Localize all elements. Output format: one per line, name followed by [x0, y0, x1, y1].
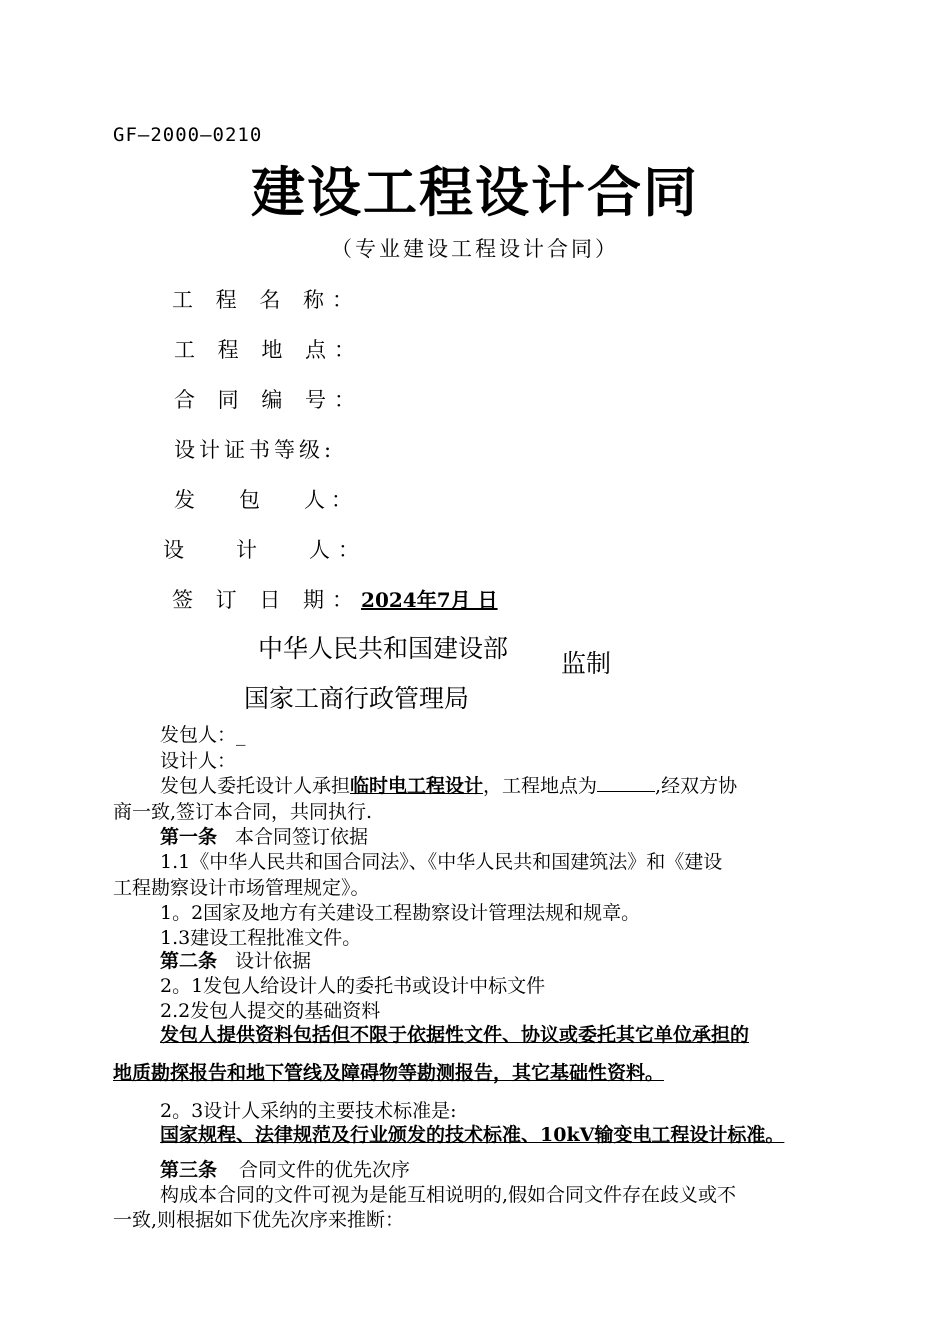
article-2-heading	[160, 946, 311, 973]
ministry-name: 中华人民共和国建设部	[258, 634, 509, 663]
intro-project-name: 临时电工程设计	[350, 775, 484, 797]
article-3-number: 第三条	[160, 1159, 218, 1181]
clause-1-1: 1.1《中华人民共和国合同法》、《中华人民共和国建筑法》和《建设	[160, 851, 723, 873]
field-client: 发 包 人：	[174, 488, 359, 512]
field-sign-date	[172, 584, 498, 614]
clause-2-1: 2。1发包人给设计人的委托书或设计中标文件	[160, 975, 546, 997]
article-1-heading	[160, 822, 368, 849]
article-3-name: 合同文件的优先次序	[239, 1159, 411, 1181]
sign-date-value: 2024年7月 日	[361, 588, 498, 612]
intro-text-b: ，工程地点为	[483, 775, 598, 797]
clause-2-3: 2。3设计人采纳的主要技术标准是:	[160, 1100, 457, 1122]
article-3-text-cont: 一致,则根据如下优先次序来推断：	[113, 1209, 405, 1231]
intro-text-c: ,经双方协	[655, 775, 738, 797]
clause-2-3-detail: 国家规程、法律规范及行业颁发的技术标准、10kV输变电工程设计标准。	[160, 1124, 785, 1146]
clause-1-2: 1。2国家及地方有关建设工程勘察设计管理法规和规章。	[160, 902, 641, 924]
intro-continuation: 商一致,签订本合同，共同执行.	[113, 801, 373, 823]
clause-2-2-detail: 发包人提供资料包括但不限于依据性文件、协议或委托其它单位承担的	[160, 1024, 750, 1046]
article-2-number: 第二条	[160, 950, 218, 972]
contract-title: 建设工程设计合同	[251, 161, 699, 224]
intro-line	[160, 771, 737, 798]
contract-subtitle: （专业建设工程设计合同）	[331, 237, 619, 261]
clause-1-3: 1.3建设工程批准文件。	[160, 927, 362, 949]
field-contract-no: 合 同 编 号：	[174, 388, 364, 412]
designer-line: 设计人：	[160, 750, 237, 772]
article-1-number: 第一条	[160, 826, 218, 848]
supervised-label: 监制	[561, 649, 612, 678]
clause-2-2-detail-cont: 地质勘探报告和地下管线及障碍物等勘测报告，其它基础性资料。	[113, 1062, 665, 1084]
field-project-name: 工 程 名 称：	[172, 288, 362, 312]
location-blank	[597, 775, 655, 792]
clause-1-1-cont: 工程勘察设计市场管理规定》。	[113, 877, 370, 899]
client-line: 发包人：_	[160, 724, 246, 746]
intro-text-a: 发包人委托设计人承担	[160, 775, 351, 797]
field-cert-level: 设计证书等级:	[174, 438, 336, 462]
article-3-text: 构成本合同的文件可视为是能互相说明的,假如合同文件存在歧义或不	[160, 1184, 737, 1206]
article-2-name: 设计依据	[235, 950, 312, 972]
field-project-location: 工 程 地 点：	[174, 338, 364, 362]
contract-code: GF—2000—0210	[113, 124, 263, 146]
sign-date-label: 签 订 日 期：	[172, 588, 362, 612]
field-designer: 设 计 人：	[163, 538, 368, 562]
bureau-name: 国家工商行政管理局	[244, 684, 470, 713]
clause-2-2: 2.2发包人提交的基础资料	[160, 1000, 381, 1022]
article-3-heading	[160, 1155, 410, 1182]
article-1-name: 本合同签订依据	[235, 826, 369, 848]
